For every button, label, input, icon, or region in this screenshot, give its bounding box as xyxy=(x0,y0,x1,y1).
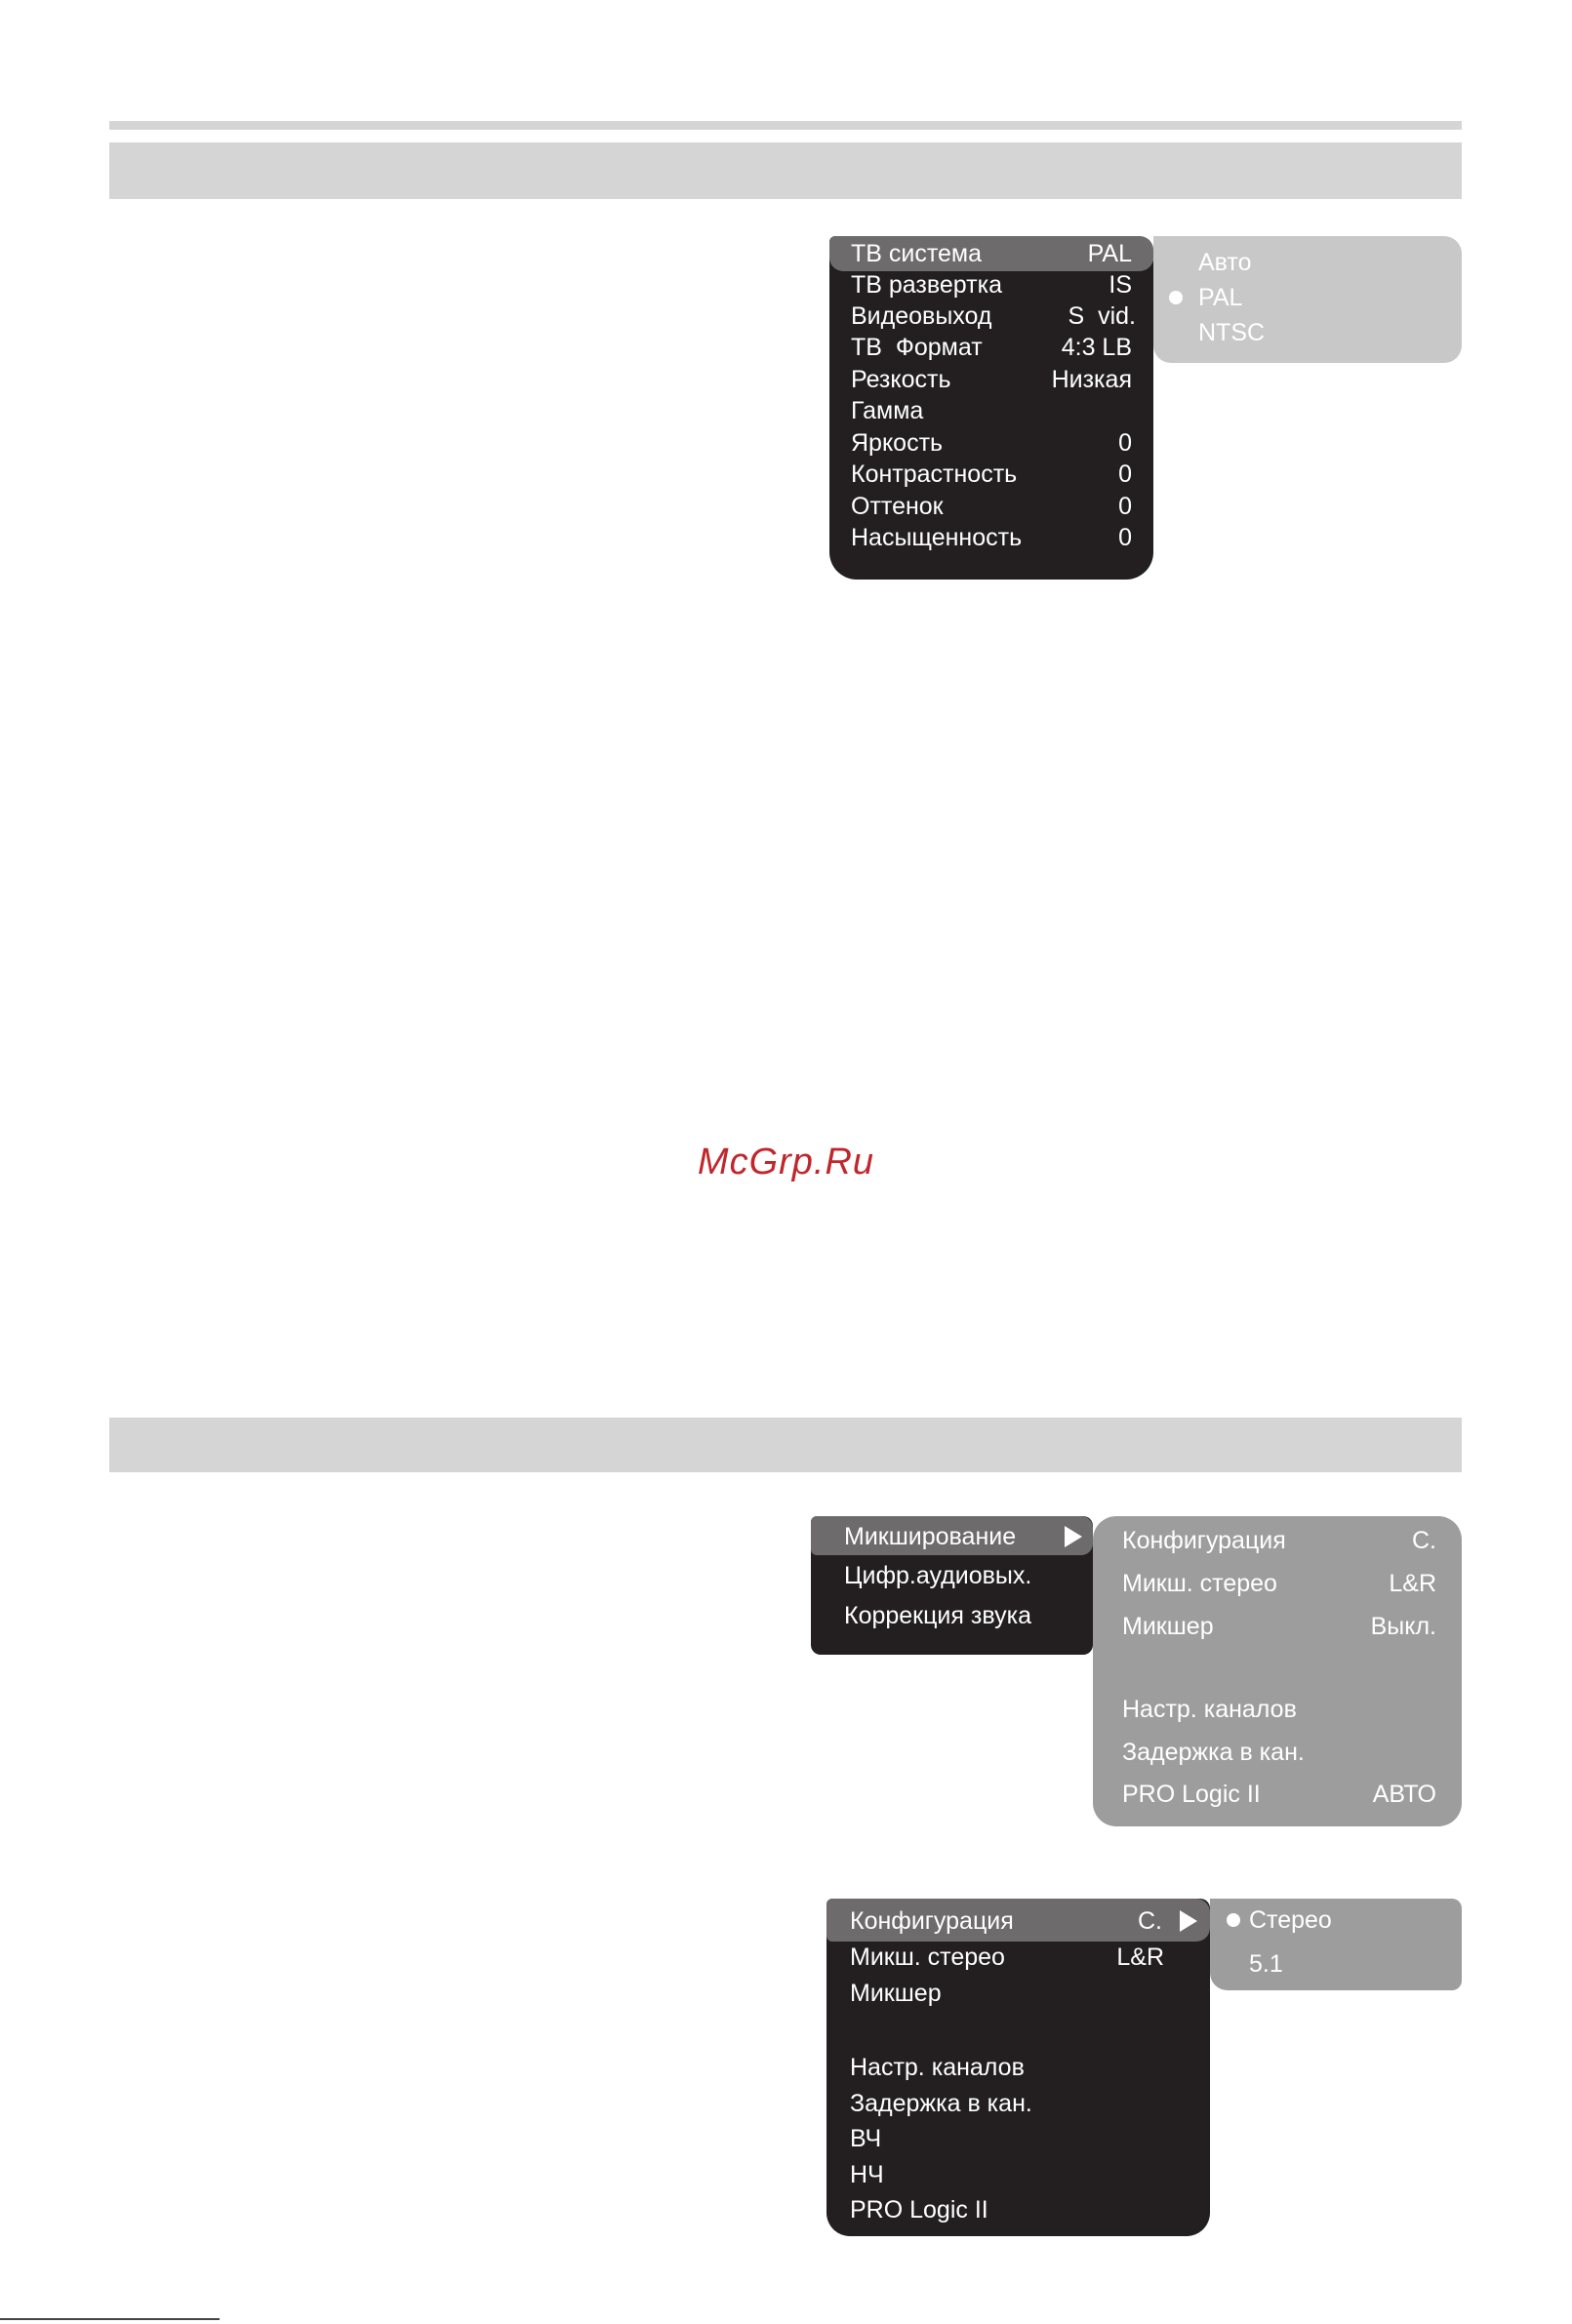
item-value: S vid. xyxy=(1068,301,1136,330)
item-label: PRO Logic II xyxy=(1122,1780,1261,1808)
item-label: Микш. стерео xyxy=(1122,1569,1277,1597)
item-value: PAL xyxy=(1087,239,1132,267)
menu-item-bass[interactable] xyxy=(850,2158,884,2191)
menu-item-contrast[interactable] xyxy=(851,459,1132,490)
item-label: Оттенок xyxy=(851,492,944,520)
item-value: IS xyxy=(1108,270,1132,299)
menu-item-digital-audio-out[interactable] xyxy=(844,1559,1031,1592)
item-value: L&R xyxy=(1389,1569,1436,1597)
submenu-arrow-icon xyxy=(1180,1910,1197,1932)
menu-item-saturation[interactable] xyxy=(851,522,1132,553)
audio-settings-menu xyxy=(811,1516,1093,1655)
menu-item-configuration[interactable] xyxy=(850,1904,1197,1938)
configuration-options-popup xyxy=(1210,1899,1462,1990)
menu-item-channel-delay[interactable] xyxy=(850,2087,1032,2120)
option-label: 5.1 xyxy=(1249,1949,1283,1978)
menu-item-video-out[interactable] xyxy=(851,301,1136,332)
item-label: Коррекция звука xyxy=(844,1601,1031,1629)
item-value: C. xyxy=(1412,1526,1436,1554)
menu-item-tv-format[interactable] xyxy=(851,332,1132,363)
item-label: Видеовыход xyxy=(851,301,992,330)
downmix-submenu xyxy=(1093,1516,1462,1826)
menu-item-tv-system[interactable] xyxy=(851,238,1132,269)
menu-item-gamma[interactable] xyxy=(851,395,1132,426)
submenu-item-mixer[interactable] xyxy=(1122,1610,1436,1643)
item-label: Микширование xyxy=(844,1522,1017,1550)
item-label: Задержка в кан. xyxy=(850,2089,1032,2117)
menu-item-stereo-mix[interactable] xyxy=(850,1941,1164,1974)
item-label: ВЧ xyxy=(850,2124,882,2152)
menu-item-brightness[interactable] xyxy=(851,427,1132,459)
item-value: Выкл. xyxy=(1370,1612,1436,1640)
item-label: ТВ развертка xyxy=(851,270,1002,299)
item-label: Микш. стерео xyxy=(850,1943,1005,1971)
item-value: 0 xyxy=(1118,492,1132,520)
item-label: НЧ xyxy=(850,2160,884,2188)
item-label: Конфигурация xyxy=(1122,1526,1286,1554)
watermark: McGrp.Ru xyxy=(697,1142,875,1182)
item-value: 0 xyxy=(1118,460,1132,488)
item-value: АВТО xyxy=(1372,1780,1436,1808)
menu-item-tv-scan[interactable] xyxy=(851,269,1132,301)
item-label: Настр. каналов xyxy=(850,2053,1025,2081)
item-value: 4:3 LB xyxy=(1061,333,1132,361)
item-label: Контрастность xyxy=(851,460,1018,488)
top-rule xyxy=(109,121,1462,130)
option-label: Авто xyxy=(1198,248,1252,276)
submenu-arrow-icon xyxy=(1065,1526,1082,1547)
menu-item-sound-correction[interactable] xyxy=(844,1599,1031,1632)
video-settings-menu xyxy=(829,236,1153,580)
option-auto[interactable] xyxy=(1198,246,1251,279)
selected-radio-dot-icon xyxy=(1169,291,1183,304)
menu-item-mixer[interactable] xyxy=(850,1977,1164,2010)
configuration-menu xyxy=(826,1899,1210,2236)
item-label: Задержка в кан. xyxy=(1122,1738,1305,1766)
footer-rule xyxy=(0,2318,220,2320)
item-label: PRO Logic II xyxy=(850,2195,988,2224)
tv-system-options-popup xyxy=(1153,236,1462,363)
item-label: Микшер xyxy=(850,1979,942,2007)
item-label: Настр. каналов xyxy=(1122,1695,1297,1723)
option-label: PAL xyxy=(1198,283,1243,311)
item-value: C. xyxy=(1138,1906,1162,1935)
menu-item-hue[interactable] xyxy=(851,491,1132,522)
option-label: NTSC xyxy=(1198,318,1266,346)
item-label: ТВ система xyxy=(851,239,983,267)
item-label: Цифр.аудиовых. xyxy=(844,1561,1032,1589)
section-header-bar-audio xyxy=(109,1418,1462,1472)
option-label: Стерео xyxy=(1249,1905,1332,1934)
item-label: Микшер xyxy=(1122,1612,1214,1640)
submenu-item-stereo-mix[interactable] xyxy=(1122,1567,1436,1600)
menu-item-sharpness[interactable] xyxy=(851,364,1132,395)
menu-item-pro-logic[interactable] xyxy=(850,2193,988,2226)
option-stereo[interactable] xyxy=(1249,1903,1332,1937)
selected-radio-dot-icon xyxy=(1227,1913,1240,1927)
item-label: Резкость xyxy=(851,365,951,393)
item-value: 0 xyxy=(1118,428,1132,457)
item-label: ТВ Формат xyxy=(851,333,983,361)
submenu-item-channel-delay[interactable] xyxy=(1122,1736,1436,1769)
item-value: 0 xyxy=(1118,523,1132,551)
item-value: Низкая xyxy=(1051,365,1132,393)
menu-item-treble[interactable] xyxy=(850,2122,881,2155)
item-label: Яркость xyxy=(851,428,944,457)
menu-item-channel-setup[interactable] xyxy=(850,2051,1025,2084)
item-label: Конфигурация xyxy=(850,1906,1014,1935)
submenu-item-channel-setup[interactable] xyxy=(1122,1693,1436,1726)
option-ntsc[interactable] xyxy=(1198,316,1265,349)
menu-item-downmix[interactable] xyxy=(844,1520,1082,1553)
item-value: L&R xyxy=(1116,1943,1164,1971)
section-header-bar-video xyxy=(109,142,1462,199)
item-label: Насыщенность xyxy=(851,523,1023,551)
submenu-item-configuration[interactable] xyxy=(1122,1524,1436,1557)
option-pal[interactable] xyxy=(1198,281,1242,314)
option-5-1[interactable] xyxy=(1249,1947,1283,1981)
submenu-item-pro-logic[interactable] xyxy=(1122,1778,1436,1811)
item-value-group xyxy=(1138,1907,1197,1936)
item-label: Гамма xyxy=(851,396,924,424)
